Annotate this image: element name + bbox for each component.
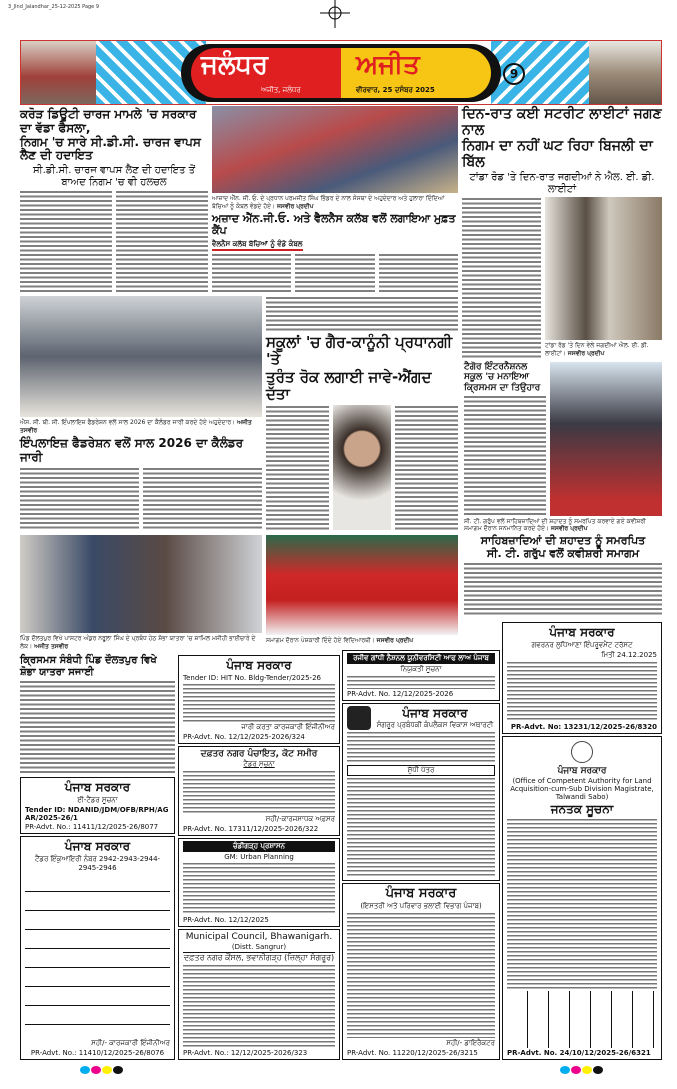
headline-lights (462, 106, 662, 170)
photo-block (545, 197, 662, 358)
article-lights (462, 106, 662, 358)
photo-credit: ਅਜੀਤ ਤਸਵੀਰ (34, 643, 69, 651)
ad-subtitle: (Distt. Sangrur) (231, 942, 287, 951)
ad-signatory: ਸਹੀ/-ਕਾਰਜਸਾਧਕ ਅਫ਼ਸਰ (265, 814, 335, 823)
ad-chandigarh (178, 838, 340, 927)
title-right: ਅਜੀਤ (356, 50, 420, 80)
headline-procession: ਕ੍ਰਿਸਮਸ ਸੰਬੰਧੀ ਪਿੰਡ ਦੌਲਤਪੁਰ ਵਿਖੇ ਸ਼ੋਭਾ ਯਾਤਰਾ ਸਜਾਈ (20, 655, 157, 678)
black-mark (593, 1066, 603, 1074)
article-ngo (212, 106, 458, 292)
cyan-mark (560, 1066, 570, 1074)
ad-tender-id: Tender ID: NDANID/JDM/OFB/RPH/AGAR/2025-26/1 (25, 805, 169, 822)
ad-footer: PR-Advt. No. 17311/12/2025-2026/322 (183, 824, 319, 833)
caption-calendar (20, 419, 262, 435)
tagline: ਅਜੀਤ, ਜਲੰਧਰ (261, 86, 301, 94)
article-body (395, 405, 458, 530)
article-schools (266, 296, 458, 530)
article-cdc (20, 108, 208, 292)
ad-rgnul (342, 650, 500, 701)
photo-credit: ਅਜੀਤ ਤਸਵੀਰ (20, 419, 252, 435)
ad-text (347, 731, 495, 764)
magenta-mark (571, 1066, 581, 1074)
caption-text: ਪਿੰਡ ਦੌਲਤਪੁਰ ਵਿਖੇ ਪਾਸਟਰ ਅੰਕੁਰ ਨਰੂਲਾ ਸਿੰਘ ਦੇ ਪ੍ਰਬੰਧ ਹੇਠ ਸ਼ੋਭਾ ਯਾਤਰਾ 'ਚ ਸ਼ਾਮਿਲ ਮਸੀਹੀ ਭਾਈਚਾਰੇ ਦੇ ਲੋਕ। (20, 635, 256, 651)
photo-christmas-block (266, 535, 458, 645)
masthead (20, 40, 662, 105)
ad-subtitle: ਨਿਯੁਕਤੀ ਸੂਚਨਾ (400, 665, 442, 673)
article-body (116, 190, 208, 292)
article-body (266, 296, 458, 332)
article-columns (464, 362, 662, 516)
subhead-lights: ਟਾਂਡਾ ਰੋਡ 'ਤੇ ਦਿਨ-ਰਾਤ ਜਗਦੀਆਂ ਨੇ ਐਲ. ਈ. ਡੀ. ਲਾਈਟਾਂ (469, 172, 655, 195)
headline-line: ਕਰੋੜ ਡਿਊਟੀ ਚਾਰਜ ਮਾਮਲੇ 'ਚ ਸਰਕਾਰ ਦਾ ਵੱਡਾ ਫੈਸਲਾ, (20, 107, 197, 135)
yellow-mark (582, 1066, 592, 1074)
ad-signatory: ਸਹੀ/- ਕਾਰਜਕਾਰੀ ਇੰਜੀਨੀਅਰ (91, 1039, 170, 1047)
article-columns (20, 190, 208, 292)
ad-text (347, 675, 495, 689)
ad-text (183, 683, 335, 722)
ad-subtitle: ਟੈਂਡਰ ਇੰਕੁਆਇਰੀ ਨੰਬਰ 2942-2943-2944-2945-2946 (34, 854, 161, 872)
ad-etender (20, 777, 175, 834)
ad-signatory: ਜਾਰੀ ਕਰਤਾ ਕਾਰਜਕਾਰੀ ਇੰਜੀਨੀਅਰ (241, 723, 335, 732)
headline-ngo: ਅਜ਼ਾਦ ਐੱਨ.ਜੀ.ਓ. ਅਤੇ ਵੈਲਨੈਸ ਕਲੱਬ ਵਲੋਂ ਲਗਾਇਆ ਮੁਫ਼ਤ ਕੈਂਪ (212, 211, 456, 238)
caption-christmas (266, 637, 458, 645)
tagore-text (464, 362, 546, 516)
headline-line: ਤੁਰੰਤ ਰੋਕ ਲਗਾਈ ਜਾਵੇ-ਐਂਗਦ ਦੱਤਾ (266, 367, 432, 403)
ads-column-2 (178, 655, 340, 1060)
article-body (20, 190, 112, 292)
photo-tagore (550, 362, 662, 516)
article-columns (462, 197, 662, 358)
caption-lights (545, 342, 662, 358)
masthead-logo (181, 44, 501, 102)
ad-text (183, 964, 335, 1048)
headline-tagore: ਟੈਗੋਰ ਇੰਟਰਨੈਸ਼ਨਲ ਸਕੂਲ 'ਚ ਮਨਾਇਆ ਕ੍ਰਿਸਮਸ ਦਾ ਤਿਉਹਾਰ (464, 362, 541, 393)
article-body (143, 467, 262, 530)
article-columns (266, 405, 458, 530)
ad-text (507, 661, 657, 722)
caption-text: ਆਜ਼ਾਦ ਐੱਨ. ਜੀ. ਓ. ਦੇ ਪ੍ਰਧਾਨ ਪਰਮਜੀਤ ਸਿੰਘ ਭਿੰਡਰ ਦੇ ਨਾਲ ਸੰਸਥਾ ਦੇ ਅਹੁਦੇਦਾਰ ਅਤੇ ਹੁਲਾਰਾ ਦਿੰਦਿਆਂ ਬੱਚਿਆਂ ਨੂੰ ਕੰਬਲ ਵੰਡਦੇ ਹੋਏ। (212, 195, 445, 210)
print-slug: 3_Jlnd_Jalandhar_25-12-2025 Page 9 (8, 4, 100, 10)
ad-footer: PR-Advt. No.: 11410/12/2025-26/8076 (30, 1049, 165, 1057)
article-body (464, 562, 662, 616)
ad-table (507, 991, 657, 1048)
headline-calendar: ਇੰਪਲਾਇਜ਼ ਫੈਡਰੇਸ਼ਨ ਵਲੋਂ ਸਾਲ 2026 ਦਾ ਕੈਲੰਡਰ ਜਾਰੀ (20, 436, 244, 464)
kicker-ngo: ਵੈਲਨੈਸ ਕਲੱਬ ਬੱਚਿਆਂ ਨੂੰ ਵੰਡੇ ਕੰਬਲ (212, 240, 303, 251)
caption-tagore (464, 518, 662, 534)
article-tagore (464, 362, 662, 616)
ad-title: ਪੰਜਾਬ ਸਰਕਾਰ (64, 838, 131, 853)
article-body (212, 253, 291, 292)
ad-date: ਮਿਤੀ 24.12.2025 (601, 651, 657, 659)
magenta-mark (91, 1066, 101, 1074)
ad-title: ਪੰਜਾਬ ਸਰਕਾਰ (226, 658, 292, 672)
caption-ngo (212, 195, 458, 211)
ad-footer: PR-Advt. No.: 11411/12/2025-26/8077 (25, 822, 159, 831)
article-calendar (20, 296, 262, 530)
black-mark (113, 1066, 123, 1074)
ad-footer: PR-Advt. No. 12/12/2025 (183, 915, 269, 924)
photo-credit: ਜਸਵੀਰ ਪ੍ਰਦੀਪ (567, 350, 605, 358)
ad-text (183, 862, 335, 915)
article-body (295, 253, 374, 292)
ad-header (347, 706, 495, 730)
ads-column-4 (502, 622, 662, 1060)
headline-line: ਨਿਗਮ ਦਾ ਨਹੀਂ ਘਟ ਰਿਹਾ ਬਿਜਲੀ ਦਾ ਬਿੱਲ (462, 138, 653, 171)
ad-subtitle: ਸੰਗਰੂਰ ਪ੍ਰਬੰਧਕੀ ਕੰਪਲੈਕਸ ਵਿਕਾਸ ਅਥਾਰਟੀ (376, 721, 494, 729)
ad-title: ਪੰਜਾਬ ਸਰਕਾਰ (402, 706, 468, 720)
photo-credit: ਜਸਵੀਰ ਪ੍ਰਦੀਪ (276, 202, 314, 210)
ad-subtitle: Tender ID: HIT No. Bldg-Tender/2025-26 (183, 674, 321, 682)
ad-signatory: ਸਹੀ/- ਡਾਇਰੈਕਟਰ (446, 1039, 495, 1047)
photo-ngo (212, 106, 458, 193)
headline-line: ਦਿਨ-ਰਾਤ ਕਈ ਸਟਰੀਟ ਲਾਈਟਾਂ ਜਗਣ ਨਾਲ (462, 106, 662, 139)
masthead-photo-left (21, 41, 96, 105)
ad-footer: PR-Advt. No.: 12/12/2025-2026/323 (183, 1048, 308, 1057)
ad-subtitle: ਗਵਰਨਰ ਲੁਧਿਆਣਾ ਇੰਪਰੂਵਮੈਂਟ ਟਰੱਸਟ (531, 641, 633, 649)
photo-procession (20, 535, 262, 633)
ad-land-acquisition (502, 736, 662, 1060)
ad-tender-enquiry (20, 836, 175, 1061)
ads-column-3 (342, 650, 500, 1060)
emblem-icon (571, 741, 593, 763)
ad-footer: PR-Advt. No: 13231/12/2025-26/8320 (510, 723, 657, 731)
headline-sahibzade (464, 535, 662, 560)
ad-text (347, 777, 495, 877)
ad-title: ਚੰਡੀਗੜ੍ਹ ਪ੍ਰਸ਼ਾਸਨ (183, 841, 335, 852)
caption-text: ਐਸ. ਸੀ. ਬੀ. ਸੀ. ਇੰਪਲਾਇਜ਼ ਫੈਡਰੇਸ਼ਨ ਵਲੋਂ ਸਾਲ 2026 ਦਾ ਕੈਲੰਡਰ ਜਾਰੀ ਕਰਦੇ ਹੋਏ ਅਹੁਦੇਦਾਰ। (20, 419, 236, 427)
headline-line: ਸੀ. ਟੀ. ਗਰੁੱਪ ਵਲੋਂ ਕਵੀਸ਼ਰੀ ਸਮਾਗਮ (486, 546, 640, 560)
ad-women-family-welfare (342, 883, 500, 1061)
article-columns (212, 253, 458, 292)
headline-schools (266, 334, 458, 403)
page-number: 9 (503, 63, 525, 85)
ad-text (347, 912, 495, 1039)
photo-street-light (545, 197, 662, 340)
ad-footer: PR-Advt. No. 24/10/12/2025-26/6321 (507, 1049, 651, 1057)
ad-subtitle: GM: Urban Planning (224, 852, 294, 861)
ad-title: ਪੰਜਾਬ ਸਰਕਾਰ (64, 779, 131, 794)
headline-line: ਸਕੂਲਾਂ 'ਚ ਗੈਰ-ਕਾਨੂੰਨੀ ਪ੍ਰਧਾਨਗੀ 'ਤੇ (266, 333, 453, 369)
ad-subtitle: (Office of Competent Authority for Land Acquisition-cum-Sub Division Magistrate, Talwandi Sabo) (510, 777, 654, 801)
photo-credit: ਜਸਵੀਰ ਪ੍ਰਦੀਪ (550, 525, 588, 533)
ad-title: Municipal Council, Bhawanigarh. (185, 931, 333, 942)
yellow-mark (102, 1066, 112, 1074)
ad-heading: ਜਨਤਕ ਸੂਚਨਾ (550, 802, 614, 816)
article-body (379, 253, 458, 292)
article-body (20, 680, 175, 775)
ad-subtitle: ਟੈਂਡਰ ਸੂਚਨਾ (243, 760, 275, 769)
ad-table (25, 873, 170, 1039)
ad-kot-samir (178, 746, 340, 835)
ad-title: ਪੰਜਾਬ ਸਰਕਾਰ (549, 625, 615, 639)
ad-title: ਦਫ਼ਤਰ ਨਗਰ ਪੰਚਾਇਤ, ਕੋਟ ਸਮੀਰ (200, 749, 318, 760)
ad-header-text (375, 706, 495, 730)
headline-cdc (20, 108, 208, 163)
cyan-mark (80, 1066, 90, 1074)
caption-text: ਸੀ. ਟੀ. ਗਰੁੱਪ ਵਲੋਂ ਸਾਹਿਬਜ਼ਾਦਿਆਂ ਦੀ ਸ਼ਹਾਦਤ ਨੂੰ ਸਮਰਪਿਤ ਕਰਵਾਏ ਗਏ ਕਵੀਸ਼ਰੀ ਸਮਾਗਮ ਦੌਰਾਨ ਸਨਮਾਨਿਤ ਕਰਦੇ ਹੋਏ। (464, 517, 646, 533)
bottom-left-column (20, 655, 175, 1060)
ad-municipal-council-bhawanigarh (178, 929, 340, 1060)
ad-tender (178, 655, 340, 744)
ad-footer: PR-Advt. No. 11220/12/2025-26/3215 (347, 1049, 478, 1057)
ad-table (183, 770, 335, 813)
caption-procession (20, 635, 262, 651)
ad-subtitle: ਈ-ਟੈਂਡਰ ਸੂਚਨਾ (77, 795, 118, 804)
photo-christmas (266, 535, 458, 635)
ad-heading: ਸ਼ੁੱਧੀ ਪੱਤਰ (347, 765, 495, 776)
ad-heading: ਦਫ਼ਤਰ ਨਗਰ ਕੌਂਸਲ, ਭਵਾਨੀਗੜ੍ਹ (ਜ਼ਿਲ੍ਹਾ ਸੰਗਰੂਰ) (183, 952, 335, 962)
registration-mark-icon (320, 0, 350, 28)
headline-line: ਸਾਹਿਬਜ਼ਾਦਿਆਂ ਦੀ ਸ਼ਹਾਦਤ ਨੂੰ ਸਮਰਪਿਤ (480, 534, 646, 548)
article-body (462, 197, 541, 358)
ad-subtitle: (ਇਸਤਰੀ ਅਤੇ ਪਰਿਵਾਰ ਭਲਾਈ ਵਿਭਾਗ ਪੰਜਾਬ) (360, 901, 482, 910)
ad-sangrur-authority (342, 703, 500, 881)
ad-text (507, 818, 657, 990)
ad-punjab-govt-ludhiana (502, 622, 662, 734)
article-columns (20, 467, 262, 530)
caption-text: ਸਮਾਗਮ ਦੌਰਾਨ ਪੇਸ਼ਕਾਰੀ ਦਿੰਦੇ ਹੋਏ ਵਿਦਿਆਰਥੀ। (266, 637, 375, 645)
title-left: ਜਲੰਧਰ (201, 50, 269, 80)
photo-portrait (333, 405, 391, 530)
ad-title: ਪੰਜਾਬ ਸਰਕਾਰ (385, 885, 457, 901)
masthead-photo-right (589, 41, 661, 105)
article-body (464, 395, 546, 516)
ad-footer: PR-Advt. No. 12/12/2025-2026/324 (183, 733, 305, 742)
date: ਵੀਰਵਾਰ, 25 ਦਸੰਬਰ 2025 (356, 86, 435, 94)
authority-logo-icon (347, 706, 371, 730)
article-body (20, 467, 139, 530)
photo-credit: ਜਸਵੀਰ ਪ੍ਰਦੀਪ (376, 637, 414, 645)
ad-title: ਰਜੀਵ ਗਾਂਧੀ ਨੈਸ਼ਨਲ ਯੂਨੀਵਰਸਿਟੀ ਆਫ ਲਾਅ ਪੰਜਾਬ (347, 653, 495, 664)
ad-title: ਪੰਜਾਬ ਸਰਕਾਰ (557, 766, 607, 776)
subhead-cdc: ਸੀ.ਡੀ.ਸੀ. ਚਾਰਜ ਵਾਪਸ ਲੈਣ ਦੀ ਹਦਾਇਤ ਤੋਂ ਬਾਅਦ ਨਿਗਮ 'ਚ ਵੀ ਹਲਚਲ (32, 165, 196, 188)
photo-calendar (20, 296, 262, 417)
article-body (266, 405, 329, 530)
photo-procession-block (20, 535, 262, 651)
headline-line: ਨਿਗਮ 'ਚ ਸਾਰੇ ਸੀ.ਡੀ.ਸੀ. ਚਾਰਜ ਵਾਪਸ ਲੈਣ ਦੀ ਹਦਾਇਤ (20, 134, 201, 163)
caption-text: ਟਾਂਡਾ ਰੋਡ 'ਤੇ ਦਿਨ ਵੇਲੇ ਜਗਦੀਆਂ ਐਲ. ਈ. ਡੀ. ਲਾਈਟਾਂ। (545, 342, 649, 358)
ad-footer: PR-Advt. No. 12/12/2025-2026 (347, 690, 454, 698)
